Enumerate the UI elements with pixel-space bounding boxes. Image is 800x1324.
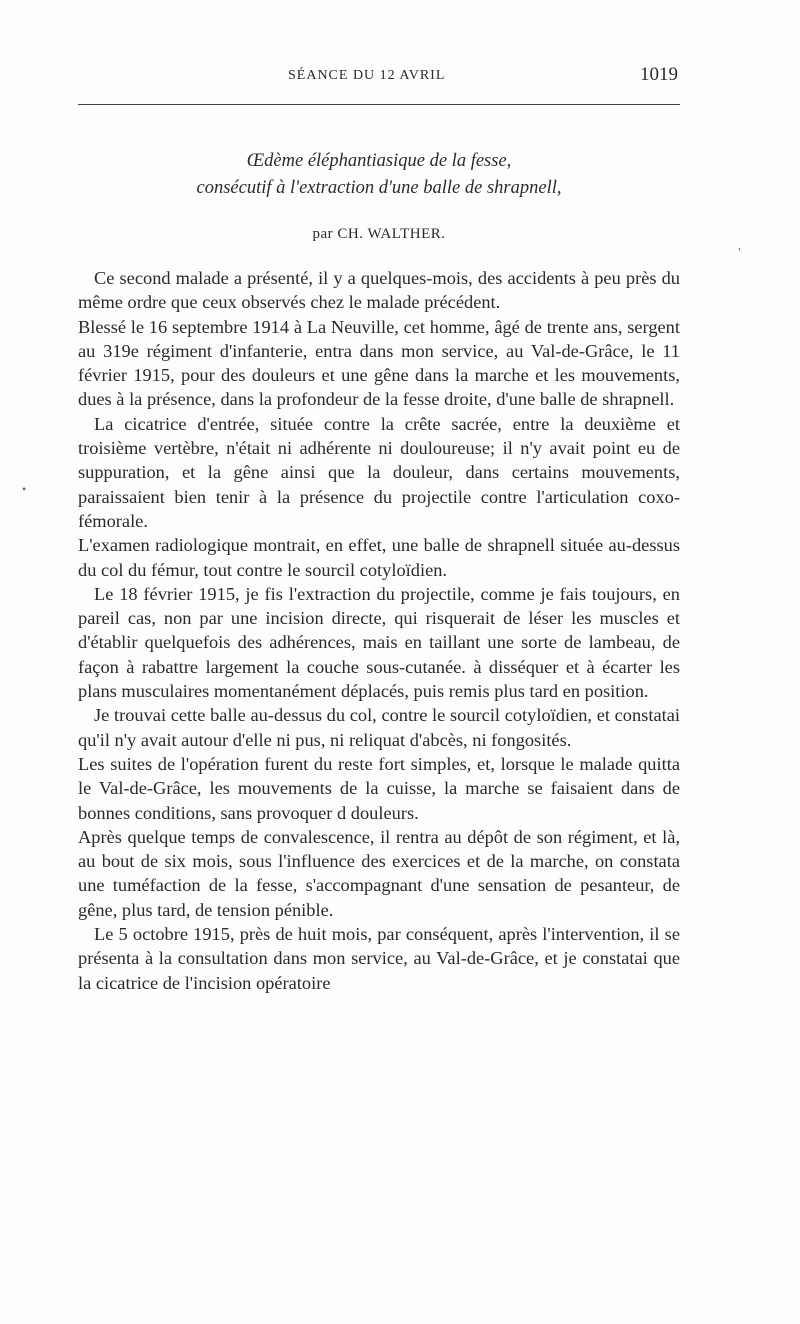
title-line-1: Œdème éléphantiasique de la fesse, (246, 151, 512, 171)
paragraph-9: Le 5 octobre 1915, près de huit mois, par conséquent, après l'intervention, il se présenta à la consultation dans mon service, au Val-de-Grâce, et je constatai que la cicatrice de l'incision opératoire (78, 924, 680, 993)
paragraph-5: Le 18 février 1915, je fis l'extraction du projectile, comme je fais toujours, en pareil cas, non par une incision directe, qui risquerait de léser les muscles et d'établir quelquefois des adhérences, mais en taillant une sorte de lambeau, de façon à rabattre largement la couche sous-cutanée. à disséquer et à écarter les plans musculaires momentanément déplacés, puis remis plus tard en position. (78, 583, 680, 702)
page-header (78, 62, 680, 92)
article-byline: par CH. WALTHER. (312, 226, 446, 242)
paragraph-7: Les suites de l'opération furent du reste fort simples, et, lorsque le malade quitta le Val-de-Grâce, les mouvements de la cuisse, la marche se faisaient dans de bonnes conditions, sans provoquer d douleurs. (78, 753, 680, 823)
paragraph-4: L'examen radiologique montrait, en effet, une balle de shrapnell située au-dessus du col du fémur, tout contre le sourcil cotyloïdien. (78, 535, 680, 580)
paragraph-3: La cicatrice d'entrée, située contre la crête sacrée, entre la deuxième et troisième vertèbre, n'était ni adhérente ni douloureuse; il n'y avait point eu de suppuration, et la gêne ainsi que la douleur, dans certains mouvements, paraissaient bien tenir à la présence du projectile contre l'articulation coxo-fémorale. (78, 413, 680, 531)
margin-tick: , (738, 238, 741, 252)
paragraph-8: Après quelque temps de convalescence, il rentra au dépôt de son régiment, et là, au bout de six mois, sous l'influence des exercices et de la marche, on constata une tuméfaction de la fesse, s'accompagnant d'une sensation de pesanteur, de gêne, plus tard, de tension pénible. (78, 826, 680, 920)
paragraph-2: Blessé le 16 septembre 1914 à La Neuville, cet homme, âgé de trente ans, sergent au 319e régiment d'infanterie, entra dans mon service, au Val-de-Grâce, le 11 février 1915, pour des douleurs et une gêne dans la marche et les mouvements, dues à la présence, dans la profondeur de la fesse droite, d'une balle de shrapnell. (78, 316, 680, 410)
header-rule (78, 104, 680, 105)
article-body (78, 266, 680, 995)
paragraph-6: Je trouvai cette balle au-dessus du col, contre le sourcil cotyloïdien, et constatai qu'il n'y avait autour d'elle ni pus, ni reliquat d'abcès, ni fongosités. (78, 705, 680, 750)
paragraph-1: Ce second malade a présenté, il y a quelques-mois, des accidents à peu près du même ordre que ceux observés chez le malade précédent. (78, 268, 680, 313)
running-title: SÉANCE DU 12 AVRIL (288, 68, 446, 83)
margin-dot: • (22, 482, 27, 496)
title-line-2: consécutif à l'extraction d'une balle de shrapnell, (196, 178, 562, 198)
page-number: 1019 (640, 64, 678, 85)
article-title (78, 148, 680, 202)
